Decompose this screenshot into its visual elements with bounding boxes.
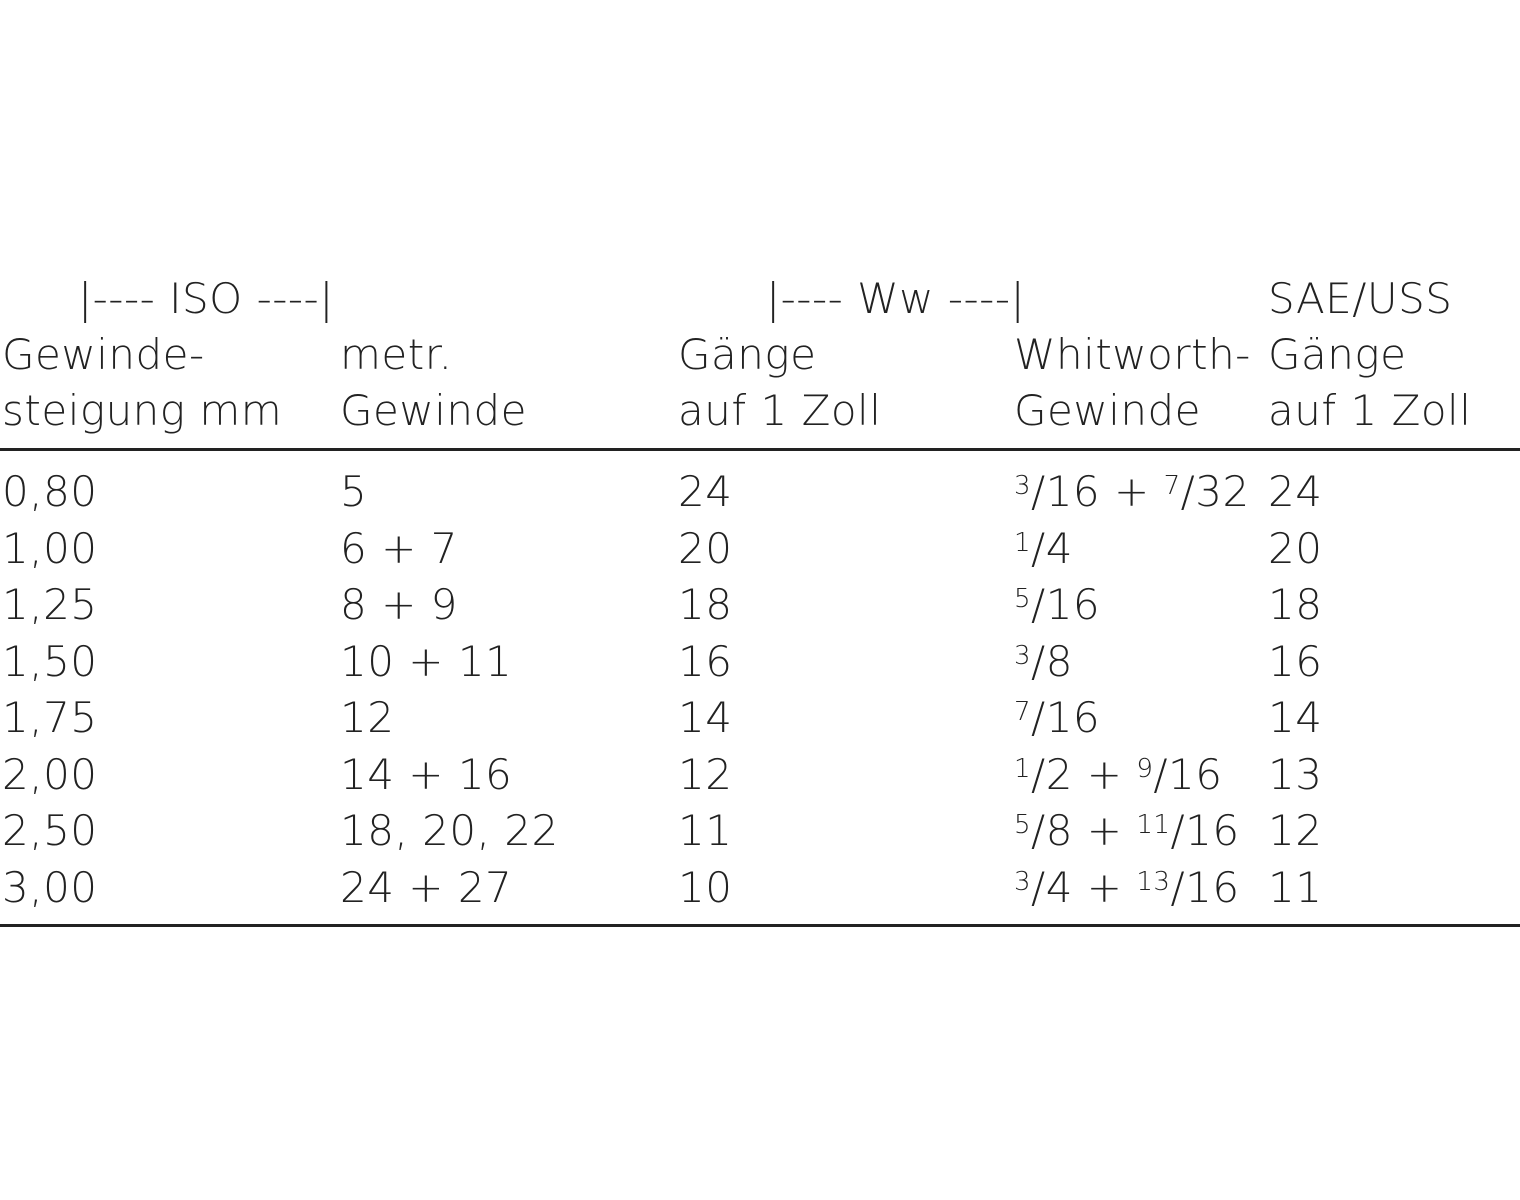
fraction [1014,524,1073,573]
fraction-denominator: 32 [1195,467,1250,516]
fraction [1136,863,1239,912]
fraction-slash: / [1031,636,1046,686]
table-row [0,690,1520,746]
fraction-numerator: 5 [1014,584,1032,614]
ww-tpi-cell: 16 [678,636,733,686]
col-whitworth-header-line1: Whitworth- [1014,330,1251,379]
ww-tpi-cell: 12 [678,749,733,799]
ww-tpi-cell: 10 [678,862,733,912]
col-pitch-header-line1: Gewinde- [2,330,205,379]
fraction-denominator: 16 [1185,862,1240,912]
fraction-denominator: 8 [1045,806,1073,855]
col-metric-header-line2: Gewinde [340,386,528,435]
metric-thread-cell: 12 [340,693,395,742]
table-row [0,747,1520,803]
fraction-separator: + [1072,862,1137,912]
metric-thread-cell: 8 + 9 [340,580,458,629]
sae-tpi-cell: 12 [1268,806,1323,855]
fraction-denominator: 4 [1045,862,1073,912]
iso-group-header: |---- ISO ----| [78,274,334,323]
fraction [1136,750,1222,799]
whitworth-thread-cell [1014,634,1073,696]
sae-tpi-cell: 14 [1268,693,1323,742]
sae-tpi-cell: 11 [1268,862,1323,912]
whitworth-thread-cell [1014,521,1073,583]
fraction-denominator: 4 [1045,523,1073,573]
fraction-separator: + [1100,467,1164,516]
col-whitworth-header-line2: Gewinde [1014,386,1202,435]
sae-group-header: SAE/USS [1268,274,1453,323]
ww-tpi-cell: 18 [678,580,733,629]
fraction-slash: / [1031,467,1046,516]
ww-tpi-cell: 14 [678,693,733,742]
fraction-denominator: 16 [1168,749,1223,799]
pitch-cell: 1,75 [2,693,98,742]
pitch-cell: 2,00 [2,749,98,799]
fraction-slash: / [1153,749,1169,799]
fraction-slash: / [1031,862,1046,912]
fraction-numerator: 3 [1014,640,1032,671]
table-row [0,860,1520,916]
fraction-slash: / [1170,806,1186,855]
metric-thread-cell: 10 + 11 [340,636,513,686]
whitworth-thread-cell [1014,803,1240,865]
fraction [1014,863,1073,912]
fraction-numerator: 3 [1014,471,1032,501]
fraction-numerator: 7 [1163,471,1181,501]
whitworth-thread-cell [1014,577,1100,639]
sae-tpi-cell: 20 [1268,523,1323,573]
metric-thread-cell: 5 [340,467,368,516]
column-header-row-1 [0,327,1520,383]
col-sae-tpi-header-line2: auf 1 Zoll [1268,386,1472,435]
whitworth-thread-cell [1014,860,1240,922]
pitch-cell: 2,50 [2,806,98,855]
fraction-numerator: 1 [1014,527,1032,558]
bottom-rule [0,924,1520,927]
ww-tpi-cell: 20 [678,523,733,573]
fraction-numerator: 7 [1014,697,1032,727]
col-sae-tpi-header-line1: Gänge [1268,330,1407,379]
metric-thread-cell: 18, 20, 22 [340,806,559,855]
pitch-cell: 1,25 [2,580,98,629]
whitworth-thread-cell [1014,747,1223,809]
pitch-cell: 1,00 [2,523,98,573]
sae-tpi-cell: 24 [1268,467,1323,516]
fraction-denominator: 16 [1185,806,1240,855]
fraction [1014,467,1100,516]
fraction-numerator: 9 [1136,753,1154,784]
ww-tpi-cell: 11 [678,806,733,855]
fraction [1014,693,1100,742]
fraction-slash: / [1180,467,1196,516]
metric-thread-cell: 24 + 27 [340,862,513,912]
col-metric-header-line1: metr. [340,330,453,379]
fraction-denominator: 2 [1045,749,1073,799]
fraction-denominator: 16 [1045,693,1101,742]
fraction-denominator: 16 [1045,580,1101,629]
fraction-numerator: 3 [1014,866,1032,897]
fraction-denominator: 16 [1045,467,1101,516]
ww-group-header: |---- Ww ----| [766,274,1026,323]
col-ww-tpi-header-line1: Gänge [678,330,817,379]
fraction-slash: / [1031,580,1046,629]
sae-tpi-cell: 18 [1268,580,1323,629]
table-row [0,464,1520,520]
fraction-numerator: 11 [1136,810,1171,840]
sae-tpi-cell: 16 [1268,636,1323,686]
metric-thread-cell: 6 + 7 [340,523,458,573]
whitworth-thread-cell [1014,690,1100,752]
fraction-numerator: 5 [1014,810,1032,840]
fraction-numerator: 13 [1136,866,1171,897]
fraction-slash: / [1031,693,1046,742]
fraction-denominator: 8 [1045,636,1073,686]
fraction [1014,580,1100,629]
fraction [1136,806,1239,855]
fraction-slash: / [1031,523,1046,573]
table-row [0,577,1520,633]
sae-tpi-cell: 13 [1268,749,1323,799]
fraction [1164,467,1250,516]
column-header-row-2 [0,383,1520,439]
whitworth-thread-cell [1014,464,1250,526]
fraction-separator: + [1072,806,1137,855]
pitch-cell: 3,00 [2,862,98,912]
fraction-slash: / [1170,862,1186,912]
fraction-slash: / [1031,806,1046,855]
fraction [1014,637,1073,686]
table-row [0,521,1520,577]
pitch-cell: 1,50 [2,636,98,686]
group-header-row [0,271,1520,327]
pitch-cell: 0,80 [2,467,98,516]
col-ww-tpi-header-line2: auf 1 Zoll [678,386,882,435]
table-row [0,803,1520,859]
fraction-numerator: 1 [1014,753,1032,784]
fraction [1014,750,1073,799]
fraction-separator: + [1072,749,1137,799]
col-pitch-header-line2: steigung mm [2,386,283,435]
fraction [1014,806,1073,855]
ww-tpi-cell: 24 [678,467,733,516]
metric-thread-cell: 14 + 16 [340,749,513,799]
fraction-slash: / [1031,749,1046,799]
header-rule [0,448,1520,451]
table-row [0,634,1520,690]
